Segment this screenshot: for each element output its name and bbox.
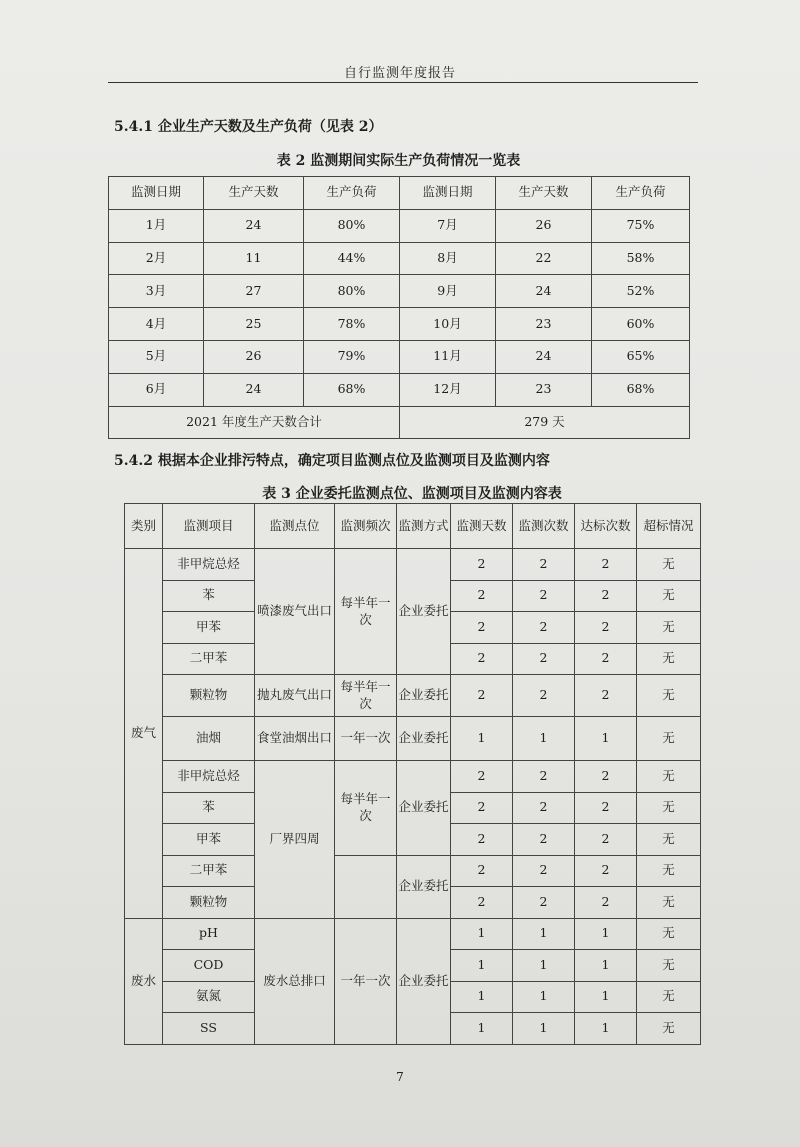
column-header: 生产负荷 [304, 177, 400, 210]
table-cell: 2 [575, 887, 637, 919]
table-row [125, 918, 701, 950]
column-header: 监测频次 [335, 504, 397, 549]
table-cell: 2 [513, 643, 575, 675]
table-cell: 2 [513, 612, 575, 644]
table-cell: 9月 [400, 275, 496, 308]
column-header: 监测次数 [513, 504, 575, 549]
method-cell: 企业委托 [397, 918, 451, 1044]
table-row [125, 549, 701, 581]
table-cell: 1 [575, 717, 637, 761]
item-cell: 氨氮 [163, 981, 255, 1013]
header-rule [108, 82, 698, 83]
table-cell: 无 [637, 580, 701, 612]
method-cell: 企业委托 [397, 717, 451, 761]
table-cell: 24 [204, 373, 304, 406]
table-header-row [125, 504, 701, 549]
table-cell: 2 [451, 580, 513, 612]
table-cell: 1 [451, 950, 513, 982]
table-cell: 7月 [400, 209, 496, 242]
table-cell: 22 [496, 242, 592, 275]
method-cell: 企业委托 [397, 855, 451, 918]
item-cell: 苯 [163, 580, 255, 612]
table-cell: 无 [637, 675, 701, 717]
category-cell: 废水 [125, 918, 163, 1044]
table-cell: 2 [575, 675, 637, 717]
table-cell: 2 [513, 549, 575, 581]
column-header: 监测日期 [400, 177, 496, 210]
table-cell: 2 [513, 580, 575, 612]
table-cell: 23 [496, 373, 592, 406]
table-row [109, 373, 690, 406]
freq-cell: 每半年一次 [335, 549, 397, 675]
table-cell: 27 [204, 275, 304, 308]
table-cell: 1 [451, 981, 513, 1013]
table-row [125, 675, 701, 717]
table-cell: 1 [513, 918, 575, 950]
item-cell: 油烟 [163, 717, 255, 761]
table-cell: 2 [575, 761, 637, 793]
table-cell: 26 [204, 340, 304, 373]
table-cell: 2 [451, 824, 513, 856]
table-cell: 2 [575, 549, 637, 581]
table-cell: 52% [592, 275, 690, 308]
table-cell: 23 [496, 308, 592, 341]
table-cell: 2 [513, 855, 575, 887]
item-cell: pH [163, 918, 255, 950]
freq-cell: 一年一次 [335, 918, 397, 1044]
table-cell: 无 [637, 1013, 701, 1045]
freq-cell: 每半年一次 [335, 675, 397, 717]
table-cell: 2 [513, 792, 575, 824]
table-cell: 1 [451, 717, 513, 761]
table-cell: 80% [304, 275, 400, 308]
item-cell: SS [163, 1013, 255, 1045]
table-cell: 24 [204, 209, 304, 242]
page-number: 7 [396, 1070, 404, 1084]
table-cell: 1 [575, 918, 637, 950]
table-cell: 无 [637, 887, 701, 919]
table-cell: 无 [637, 950, 701, 982]
total-value: 279 天 [400, 406, 690, 439]
table-cell: 无 [637, 981, 701, 1013]
table-cell: 2月 [109, 242, 204, 275]
point-cell: 废水总排口 [255, 918, 335, 1044]
point-cell: 食堂油烟出口 [255, 717, 335, 761]
table-cell: 2 [575, 792, 637, 824]
table-cell: 12月 [400, 373, 496, 406]
item-cell: 二甲苯 [163, 855, 255, 887]
item-cell: 非甲烷总烃 [163, 761, 255, 793]
table-cell: 1 [451, 1013, 513, 1045]
production-load-table [108, 176, 690, 439]
item-cell: 颗粒物 [163, 675, 255, 717]
total-label: 2021 年度生产天数合计 [109, 406, 400, 439]
table-cell: 65% [592, 340, 690, 373]
column-header: 生产天数 [496, 177, 592, 210]
column-header: 超标情况 [637, 504, 701, 549]
table-cell: 无 [637, 717, 701, 761]
table-cell: 2 [451, 675, 513, 717]
column-header: 生产负荷 [592, 177, 690, 210]
item-cell: 二甲苯 [163, 643, 255, 675]
category-cell: 废气 [125, 549, 163, 919]
table-cell: 44% [304, 242, 400, 275]
table-cell: 25 [204, 308, 304, 341]
column-header: 监测天数 [451, 504, 513, 549]
table-total-row [109, 406, 690, 439]
running-header: 自行监测年度报告 [343, 66, 456, 81]
section-heading-541: 5.4.1 企业生产天数及生产负荷（见表 2） [114, 119, 383, 135]
table-cell: 58% [592, 242, 690, 275]
table-cell: 2 [451, 761, 513, 793]
item-cell: 非甲烷总烃 [163, 549, 255, 581]
table-cell: 79% [304, 340, 400, 373]
column-header: 监测点位 [255, 504, 335, 549]
freq-cell [335, 855, 397, 918]
table-cell: 8月 [400, 242, 496, 275]
table-cell: 1 [513, 1013, 575, 1045]
table-cell: 75% [592, 209, 690, 242]
column-header: 监测日期 [109, 177, 204, 210]
table-cell: 1 [513, 981, 575, 1013]
table-cell: 3月 [109, 275, 204, 308]
table-row [125, 717, 701, 761]
point-cell: 厂界四周 [255, 761, 335, 919]
item-cell: 苯 [163, 792, 255, 824]
table2-caption: 表 2 监测期间实际生产负荷情况一览表 [276, 153, 521, 169]
method-cell: 企业委托 [397, 761, 451, 856]
table-cell: 2 [575, 580, 637, 612]
table-cell: 1 [575, 981, 637, 1013]
table-cell: 68% [592, 373, 690, 406]
table-cell: 60% [592, 308, 690, 341]
table-cell: 1月 [109, 209, 204, 242]
table-cell: 2 [513, 761, 575, 793]
table-cell: 11 [204, 242, 304, 275]
table-cell: 6月 [109, 373, 204, 406]
table-cell: 26 [496, 209, 592, 242]
table-cell: 1 [451, 918, 513, 950]
table-cell: 2 [513, 887, 575, 919]
table-row [109, 275, 690, 308]
method-cell: 企业委托 [397, 675, 451, 717]
table-cell: 无 [637, 918, 701, 950]
table-row [109, 340, 690, 373]
table-cell: 1 [575, 950, 637, 982]
table-cell: 5月 [109, 340, 204, 373]
item-cell: COD [163, 950, 255, 982]
point-cell: 抛丸废气出口 [255, 675, 335, 717]
table-cell: 80% [304, 209, 400, 242]
table-cell: 2 [513, 675, 575, 717]
table-cell: 2 [513, 824, 575, 856]
table-cell: 2 [575, 855, 637, 887]
item-cell: 颗粒物 [163, 887, 255, 919]
table-cell: 10月 [400, 308, 496, 341]
table-cell: 2 [451, 792, 513, 824]
table-row [109, 308, 690, 341]
freq-cell: 每半年一次 [335, 761, 397, 856]
table-cell: 2 [451, 549, 513, 581]
table-cell: 2 [451, 855, 513, 887]
table-header-row [109, 177, 690, 210]
column-header: 监测方式 [397, 504, 451, 549]
table-cell: 无 [637, 855, 701, 887]
column-header: 类别 [125, 504, 163, 549]
column-header: 生产天数 [204, 177, 304, 210]
method-cell: 企业委托 [397, 549, 451, 675]
table-cell: 无 [637, 761, 701, 793]
table-cell: 78% [304, 308, 400, 341]
table-cell: 68% [304, 373, 400, 406]
table-cell: 无 [637, 824, 701, 856]
table-cell: 2 [451, 887, 513, 919]
table-cell: 11月 [400, 340, 496, 373]
table-cell: 无 [637, 612, 701, 644]
table-row [125, 761, 701, 793]
table-cell: 2 [451, 643, 513, 675]
table-cell: 无 [637, 643, 701, 675]
item-cell: 甲苯 [163, 612, 255, 644]
table-row [109, 209, 690, 242]
monitoring-content-table [124, 503, 701, 1045]
table-row [125, 855, 701, 887]
table-cell: 2 [451, 612, 513, 644]
table-cell: 24 [496, 275, 592, 308]
item-cell: 甲苯 [163, 824, 255, 856]
table-cell: 1 [513, 717, 575, 761]
table-cell: 无 [637, 549, 701, 581]
table-cell: 无 [637, 792, 701, 824]
table3-caption: 表 3 企业委托监测点位、监测项目及监测内容表 [262, 486, 562, 502]
table-cell: 2 [575, 612, 637, 644]
point-cell: 喷漆废气出口 [255, 549, 335, 675]
table-cell: 1 [513, 950, 575, 982]
table-cell: 2 [575, 643, 637, 675]
table-cell: 1 [575, 1013, 637, 1045]
table-cell: 24 [496, 340, 592, 373]
freq-cell: 一年一次 [335, 717, 397, 761]
column-header: 监测项目 [163, 504, 255, 549]
column-header: 达标次数 [575, 504, 637, 549]
table-row [109, 242, 690, 275]
table-cell: 2 [575, 824, 637, 856]
section-heading-542: 5.4.2 根据本企业排污特点，确定项目监测点位及监测项目及监测内容 [114, 453, 550, 469]
table-cell: 4月 [109, 308, 204, 341]
